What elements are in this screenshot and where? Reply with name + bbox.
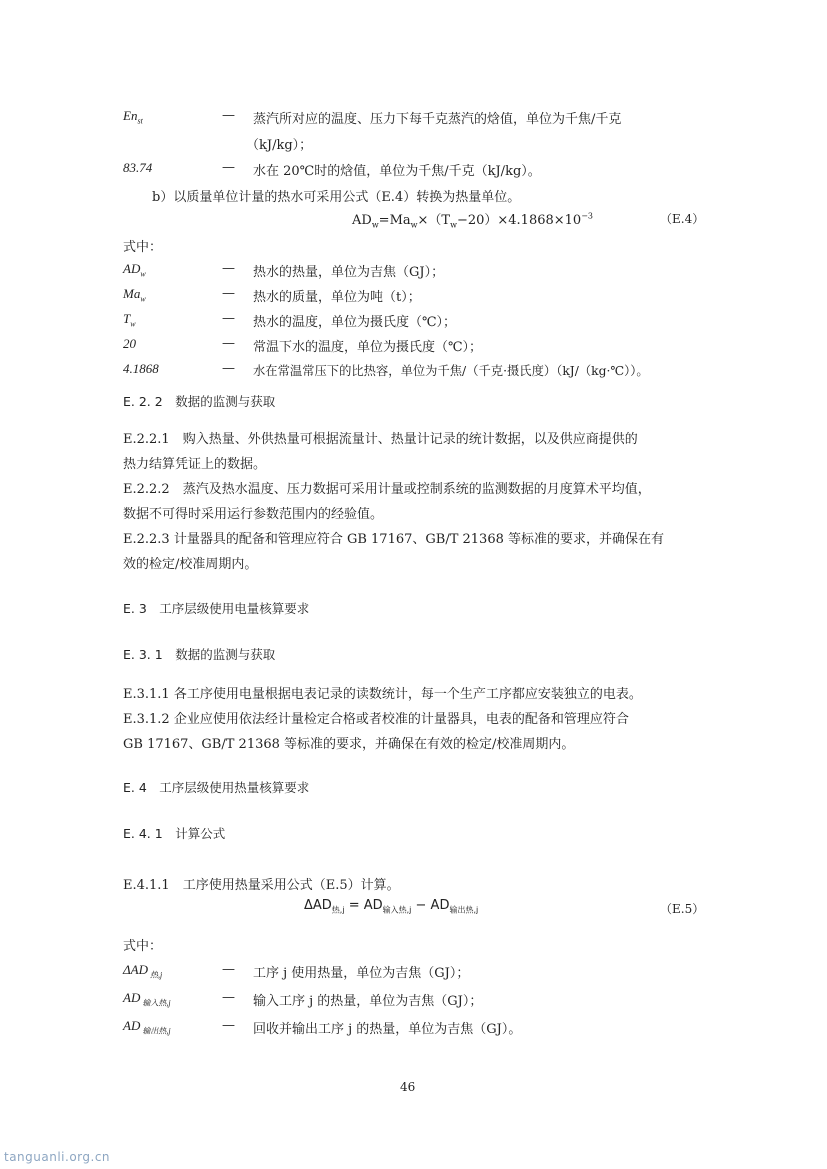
definition-dash: —	[222, 108, 235, 123]
paragraph-e222: E.2.2.2 蒸汽及热水温度、压力数据可采用计量或控制系统的监测数据的月度算术平均值，	[123, 482, 651, 497]
definition-text: 常温下水的温度，单位为摄氏度（℃）；	[253, 340, 483, 355]
shizhong-label: 式中：	[123, 939, 163, 954]
symbol-ad-input-heat-j: AD $_{输入热,j}$	[123, 990, 171, 1008]
paragraph-e223-cont: 效的检定/校准周期内。	[123, 557, 258, 572]
definition-text: 工序 j 使用热量，单位为吉焦（GJ）；	[253, 966, 470, 981]
definition-dash: —	[222, 990, 235, 1005]
section-heading-e31: E. 3. 1 数据的监测与获取	[123, 647, 276, 662]
definition-text: 热水的温度，单位为摄氏度（℃）；	[253, 315, 457, 330]
definition-text: 热水的质量，单位为吨（t）；	[253, 290, 421, 305]
paragraph-e221-cont: 热力结算凭证上的数据。	[123, 457, 267, 472]
symbol-4-1868: 4.1868	[123, 361, 159, 376]
definition-text: 蒸汽所对应的温度、压力下每千克蒸汽的焓值，单位为千焦/千克	[253, 112, 622, 127]
page-number: 46	[400, 1080, 416, 1094]
definition-dash: —	[222, 962, 235, 977]
paragraph-e222-cont: 数据不可得时采用运行参数范围内的经验值。	[123, 507, 384, 522]
symbol-delta-ad-heat-j: ΔAD $_{热,j}$	[123, 962, 163, 980]
equation-e4: $AD_w=Ma_w\times(T_w-20)\times 4.1868\times 10^{-3}$	[352, 211, 593, 230]
definition-dash: —	[222, 286, 235, 301]
paragraph-e311: E.3.1.1 各工序使用电量根据电表记录的读数统计，每一个生产工序都应安装独立的电表。	[123, 687, 642, 702]
paragraph-e411: E.4.1.1 工序使用热量采用公式（E.5）计算。	[123, 878, 400, 893]
section-heading-e3: E. 3 工序层级使用电量核算要求	[123, 601, 310, 616]
section-heading-e22: E. 2. 2 数据的监测与获取	[123, 394, 276, 409]
definition-text: 输入工序 j 的热量，单位为吉焦（GJ）；	[253, 994, 483, 1009]
definition-text: 水在常温常压下的比热容，单位为千焦/（千克·摄氏度）（kJ/（kg·℃））。	[253, 364, 649, 378]
definition-text: 回收并输出工序 j 的热量，单位为吉焦（GJ）。	[253, 1022, 522, 1037]
definition-dash: —	[222, 1018, 235, 1033]
paragraph-e221: E.2.2.1 购入热量、外供热量可根据流量计、热量计记录的统计数据，以及供应商提供的	[123, 432, 638, 447]
definition-text-cont: （kJ/kg）；	[246, 138, 313, 153]
paragraph-b: b）以质量单位计量的热水可采用公式（E.4）转换为热量单位。	[152, 190, 521, 205]
symbol-tw: $T_w$	[123, 311, 136, 329]
symbol-maw: $Ma_w$	[123, 286, 146, 304]
definition-dash: —	[222, 160, 235, 175]
definition-dash: —	[222, 311, 235, 326]
equation-number-e4: （E.4）	[660, 212, 705, 226]
symbol-20: 20	[123, 336, 136, 351]
watermark: tanguanli.org.cn	[4, 1150, 111, 1164]
definition-text: 水在 20℃时的焓值，单位为千焦/千克（kJ/kg）。	[253, 164, 541, 179]
paragraph-e312: E.3.1.2 企业应使用依法经计量检定合格或者校准的计量器具，电表的配备和管理应符合	[123, 712, 629, 727]
section-heading-e41: E. 4. 1 计算公式	[123, 826, 226, 841]
paragraph-e312-cont: GB 17167、GB/T 21368 等标准的要求，并确保在有效的检定/校准周期内。	[123, 737, 575, 752]
symbol-adw: $AD_w$	[123, 261, 146, 279]
symbol-enst: $En_{st}$	[123, 108, 143, 126]
equation-number-e5: （E.5）	[660, 902, 705, 916]
definition-dash: —	[222, 261, 235, 276]
section-heading-e4: E. 4 工序层级使用热量核算要求	[123, 780, 310, 795]
definition-dash: —	[222, 336, 235, 351]
symbol-ad-output-heat-j: AD $_{输出热,j}$	[123, 1018, 171, 1036]
symbol-83-74: 83.74	[123, 160, 153, 175]
definition-text: 热水的热量，单位为吉焦（GJ）；	[253, 265, 445, 280]
equation-e5: $\Delta AD_{热,j} = AD_{输入热,j} - AD_{输出热,j}$	[304, 898, 479, 915]
shizhong-label: 式中：	[123, 240, 163, 255]
paragraph-e223: E.2.2.3 计量器具的配备和管理应符合 GB 17167、GB/T 21368 等标准的要求，并确保在有	[123, 532, 664, 547]
definition-dash: —	[222, 361, 235, 376]
